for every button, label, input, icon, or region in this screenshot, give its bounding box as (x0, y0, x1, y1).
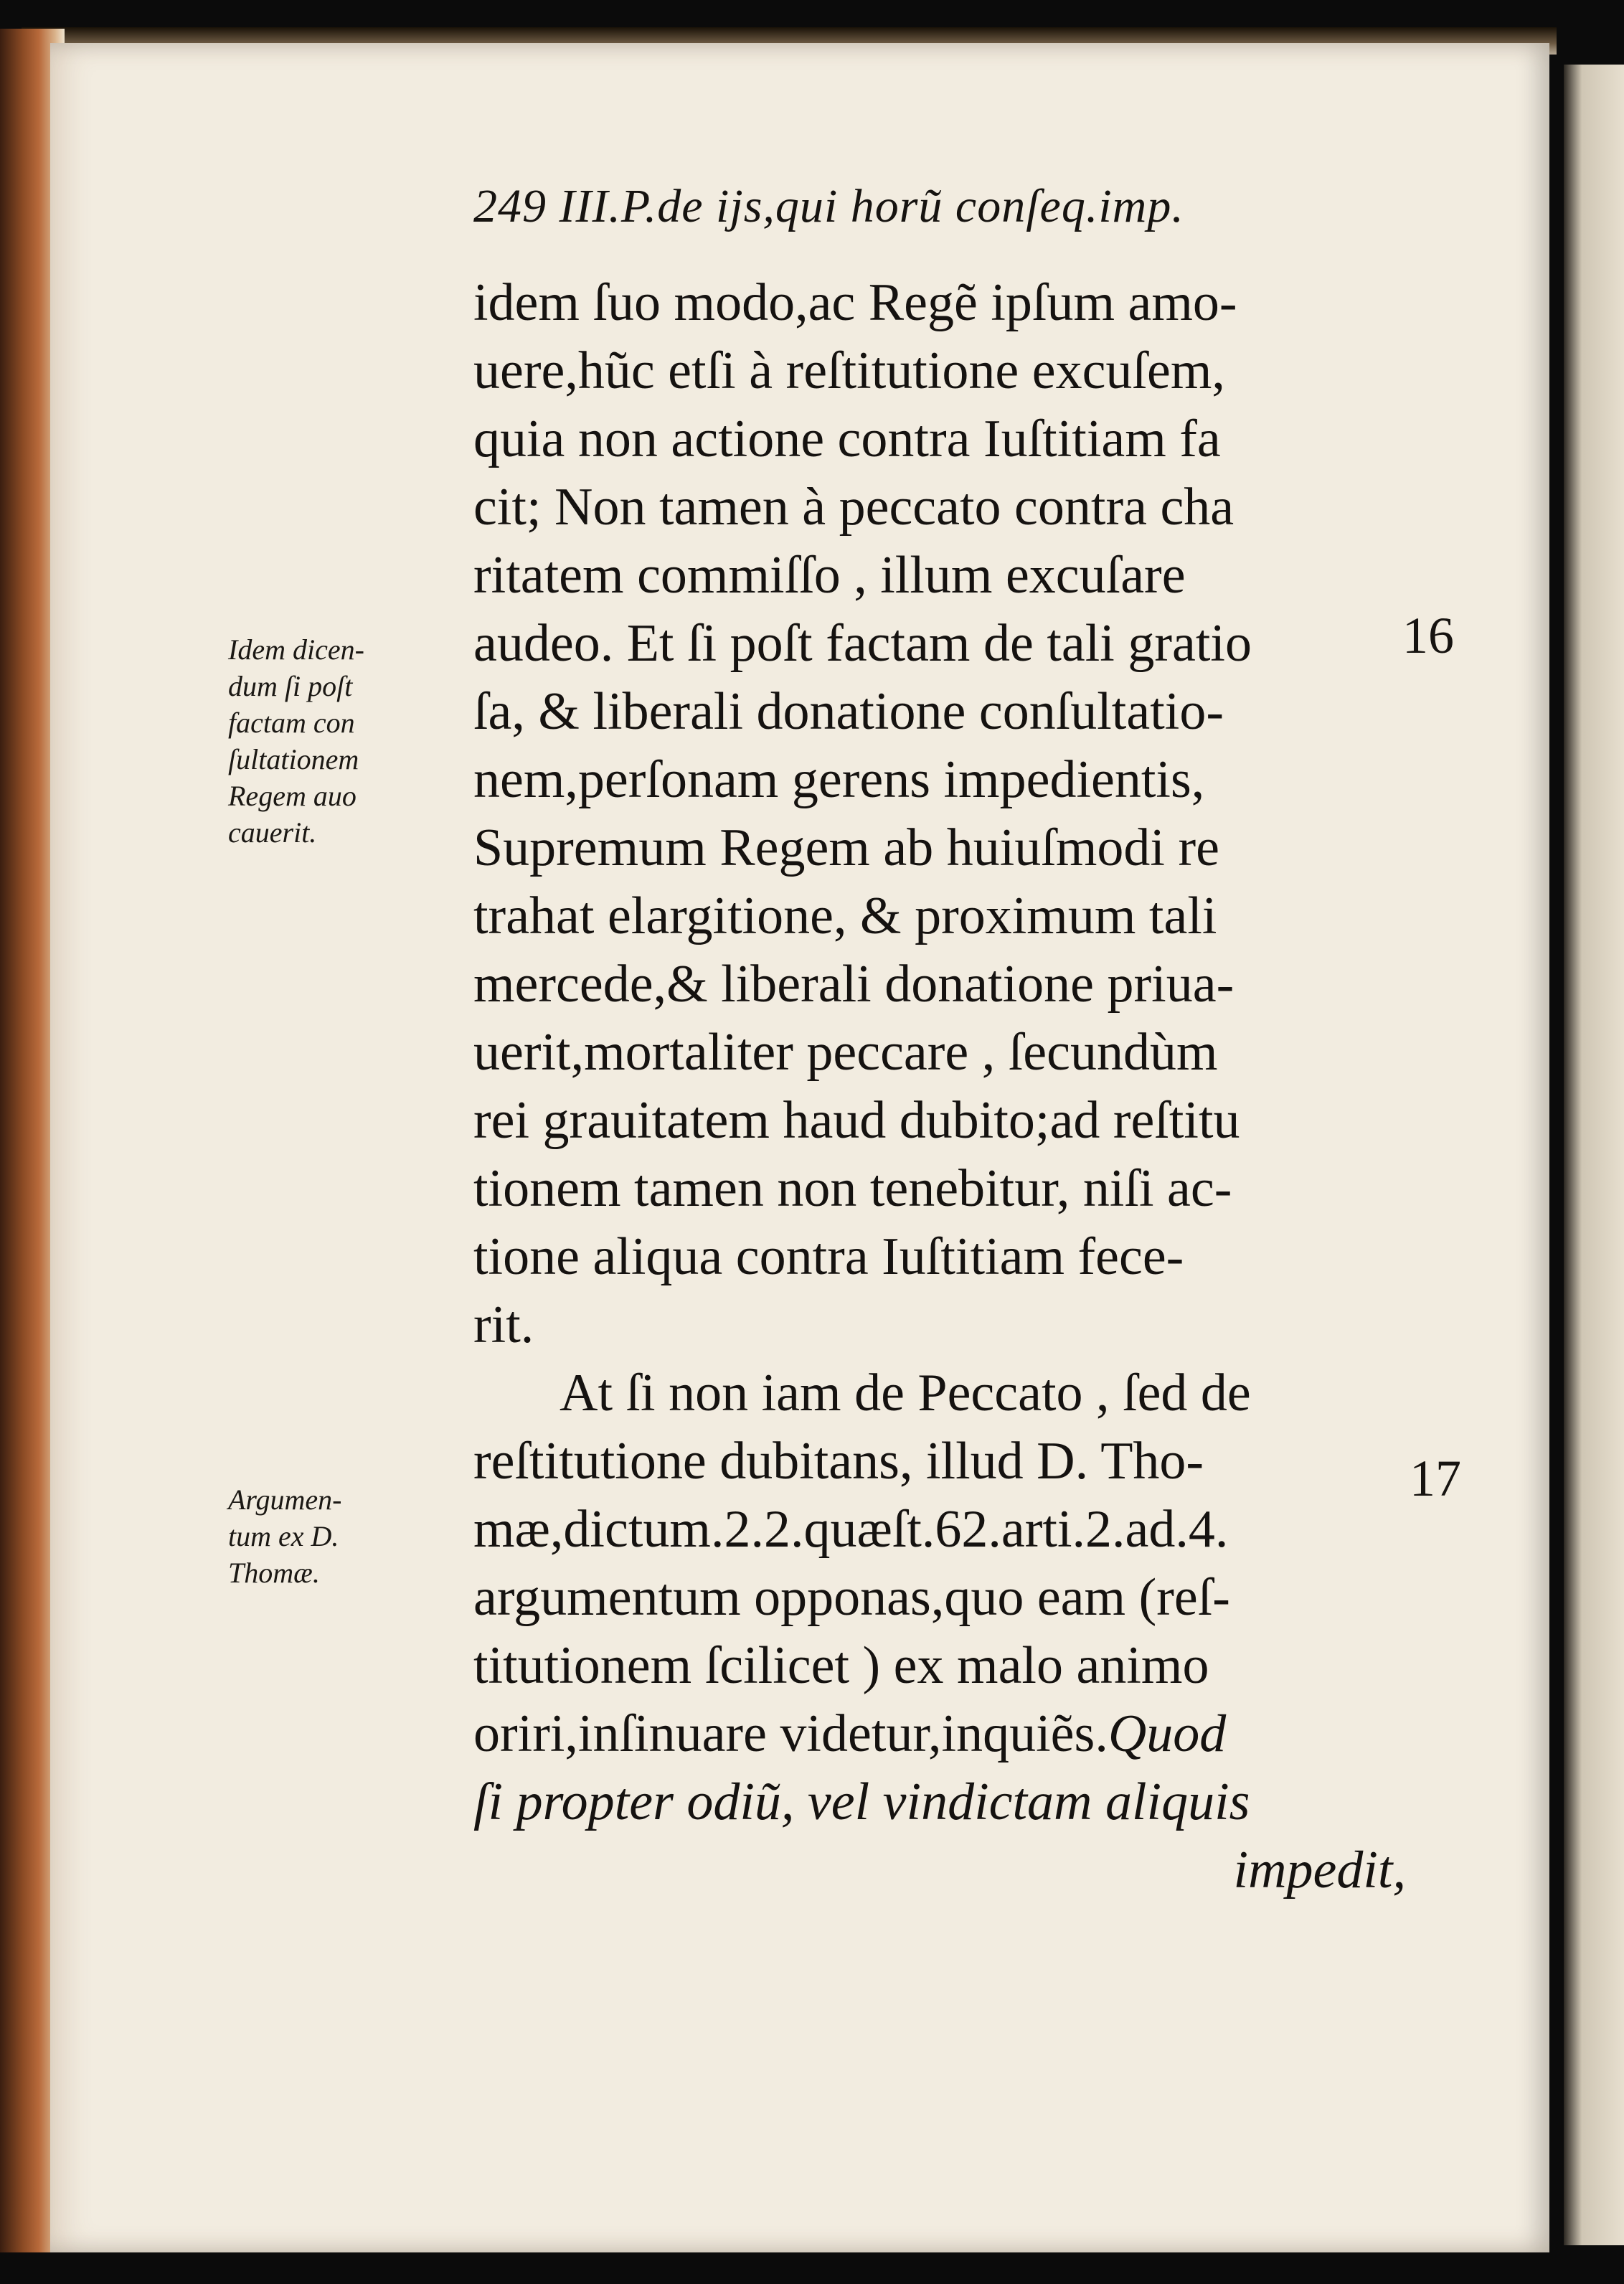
margin-note-line: cauerit. (228, 816, 317, 849)
text-line (473, 1700, 1406, 1768)
text-line: rei grauitatem haud dubito;ad reſtitu (473, 1091, 1240, 1150)
margin-note-line: Thomæ. (228, 1557, 320, 1589)
text-line: titutionem ſcilicet ) ex malo animo (473, 1636, 1209, 1695)
margin-note-line: ſultationem (228, 743, 359, 775)
text-line: Supremum Regem ab huiuſmodi re (473, 818, 1219, 877)
text-line: ſa, & liberali donatione conſultatio- (473, 682, 1224, 741)
text-line: reſtitutione dubitans, illud D. Tho- (473, 1432, 1204, 1491)
catchword: impedit, (1233, 1841, 1406, 1900)
margin-note-1 (228, 631, 458, 851)
margin-note-line: factam con (228, 707, 355, 739)
text-line: rit. (473, 1296, 534, 1354)
text-line: idem ſuo modo,ac Regẽ ipſum amo- (473, 273, 1237, 332)
text-line: trahat elargitione, & proximum tali (473, 887, 1217, 945)
text-line: quia non actione contra Iuſtitiam fa (473, 410, 1221, 468)
margin-note-line: tum ex D. (228, 1520, 339, 1552)
text-line: argumentum opponas,quo eam (reſ- (473, 1568, 1230, 1627)
margin-note-line: Regem auo (228, 780, 357, 812)
text-line: mercede,& liberali donatione priua- (473, 955, 1234, 1014)
section-number: 17 (1410, 1450, 1461, 1507)
text-line: mæ,dictum.2.2.quæſt.62.arti.2.ad.4. (473, 1500, 1229, 1559)
text-line: audeo. Et ſi poſt factam de tali gratio (473, 614, 1252, 673)
text-line: uerit,mortaliter peccare , ſecundùm (473, 1023, 1218, 1082)
text-line: tionem tamen non tenebitur, niſi ac- (473, 1159, 1232, 1218)
main-text (473, 269, 1406, 1905)
text-line-roman: oriri,inſinuare videtur,inquiẽs. (473, 1704, 1108, 1763)
facing-page-edge (1564, 65, 1624, 2245)
text-line: At ſi non iam de Peccato , ſed de (560, 1364, 1251, 1422)
text-line: tione aliqua contra Iuſtitiam fece- (473, 1227, 1184, 1286)
margin-note-2 (228, 1481, 458, 1591)
running-header: 249 III.P.de ijs,qui horũ conſeq.imp. (473, 180, 1184, 232)
margin-note-line: Argumen- (228, 1483, 342, 1516)
margin-note-line: Idem dicen- (228, 633, 364, 666)
text-line: ritatem commiſſo , illum excuſare (473, 546, 1186, 605)
text-line: ſi propter odiũ, vel vindictam aliquis (473, 1773, 1250, 1831)
text-line: nem,perſonam gerens impedientis, (473, 750, 1205, 809)
text-line: cit; Non tamen à peccato contra cha (473, 478, 1234, 537)
section-number: 16 (1402, 607, 1454, 664)
text-line-italic: Quod (1108, 1704, 1227, 1763)
text-line: uere,hũc etſi à reſtitutione excuſem, (473, 341, 1225, 400)
margin-note-line: dum ſi poſt (228, 670, 353, 702)
